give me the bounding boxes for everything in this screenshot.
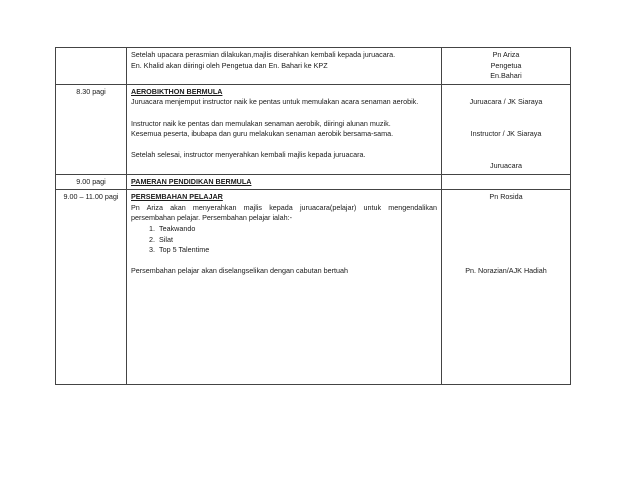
pic-cell xyxy=(442,48,571,85)
performance-list xyxy=(131,224,437,256)
pic-cell xyxy=(442,174,571,190)
activity-paragraph: Juruacara menjemput instructor naik ke pentas untuk memulakan acara senaman aerobik. xyxy=(131,97,419,107)
table-row xyxy=(56,48,571,85)
time-cell: 9.00 – 11.00 pagi xyxy=(56,190,127,385)
schedule-table xyxy=(55,47,571,385)
pic-name: Instructor / JK Siaraya xyxy=(470,129,542,139)
pic-cell xyxy=(442,190,571,385)
pic-name: Juruacara / JK Siaraya xyxy=(469,97,543,107)
time-cell: 8.30 pagi xyxy=(56,84,127,174)
pic-cell xyxy=(442,84,571,174)
pic-name: En.Bahari xyxy=(490,71,522,81)
list-item: 1. Teakwando xyxy=(157,224,437,235)
activity-cell xyxy=(127,48,442,85)
list-item: 2. Silat xyxy=(157,235,437,246)
activity-line: En. Khalid akan diiringi oleh Pengetua dan En. Bahari ke KPZ xyxy=(131,60,328,70)
pic-name: Pn Ariza xyxy=(492,50,520,59)
list-item: 3. Top 5 Talentime xyxy=(157,245,437,256)
activity-line: Setelah upacara perasmian dilakukan,majlis diserahkan kembali kepada juruacara. xyxy=(131,50,396,59)
pic-name: Pn Rosida xyxy=(489,192,523,202)
pic-name: Juruacara xyxy=(490,160,522,170)
activity-paragraph: Pn Ariza akan menyerahkan majlis kepada juruacara(pelajar) untuk mengendalikan persembahan pelajar. Persembahan pelajar ialah:- xyxy=(131,202,437,223)
pic-name: Pn. Norazian/AJK Hadiah xyxy=(465,266,547,276)
table-row xyxy=(56,190,571,385)
time-cell: 9.00 pagi xyxy=(56,174,127,190)
activity-cell xyxy=(127,174,442,190)
table-row xyxy=(56,174,571,190)
activity-cell xyxy=(127,84,442,174)
activity-paragraph: Persembahan pelajar akan diselangselikan dengan cabutan bertuah xyxy=(131,266,348,276)
pic-name: Pengetua xyxy=(490,60,522,70)
activity-paragraph: Instructor naik ke pentas dan memulakan senaman aerobik, diiringi alunan muzik. xyxy=(131,118,391,128)
table-row xyxy=(56,84,571,174)
activity-paragraph: Setelah selesai, instructor menyerahkan kembali majlis kepada juruacara. xyxy=(131,150,366,160)
activity-title: PERSEMBAHAN PELAJAR xyxy=(131,192,223,202)
activity-paragraph: Kesemua peserta, ibubapa dan guru melakukan senaman aerobik bersama-sama. xyxy=(131,129,394,139)
activity-cell xyxy=(127,190,442,385)
time-cell xyxy=(56,48,127,85)
activity-title: AEROBIKTHON BERMULA xyxy=(131,86,223,96)
activity-title: PAMERAN PENDIDIKAN BERMULA xyxy=(131,176,252,186)
